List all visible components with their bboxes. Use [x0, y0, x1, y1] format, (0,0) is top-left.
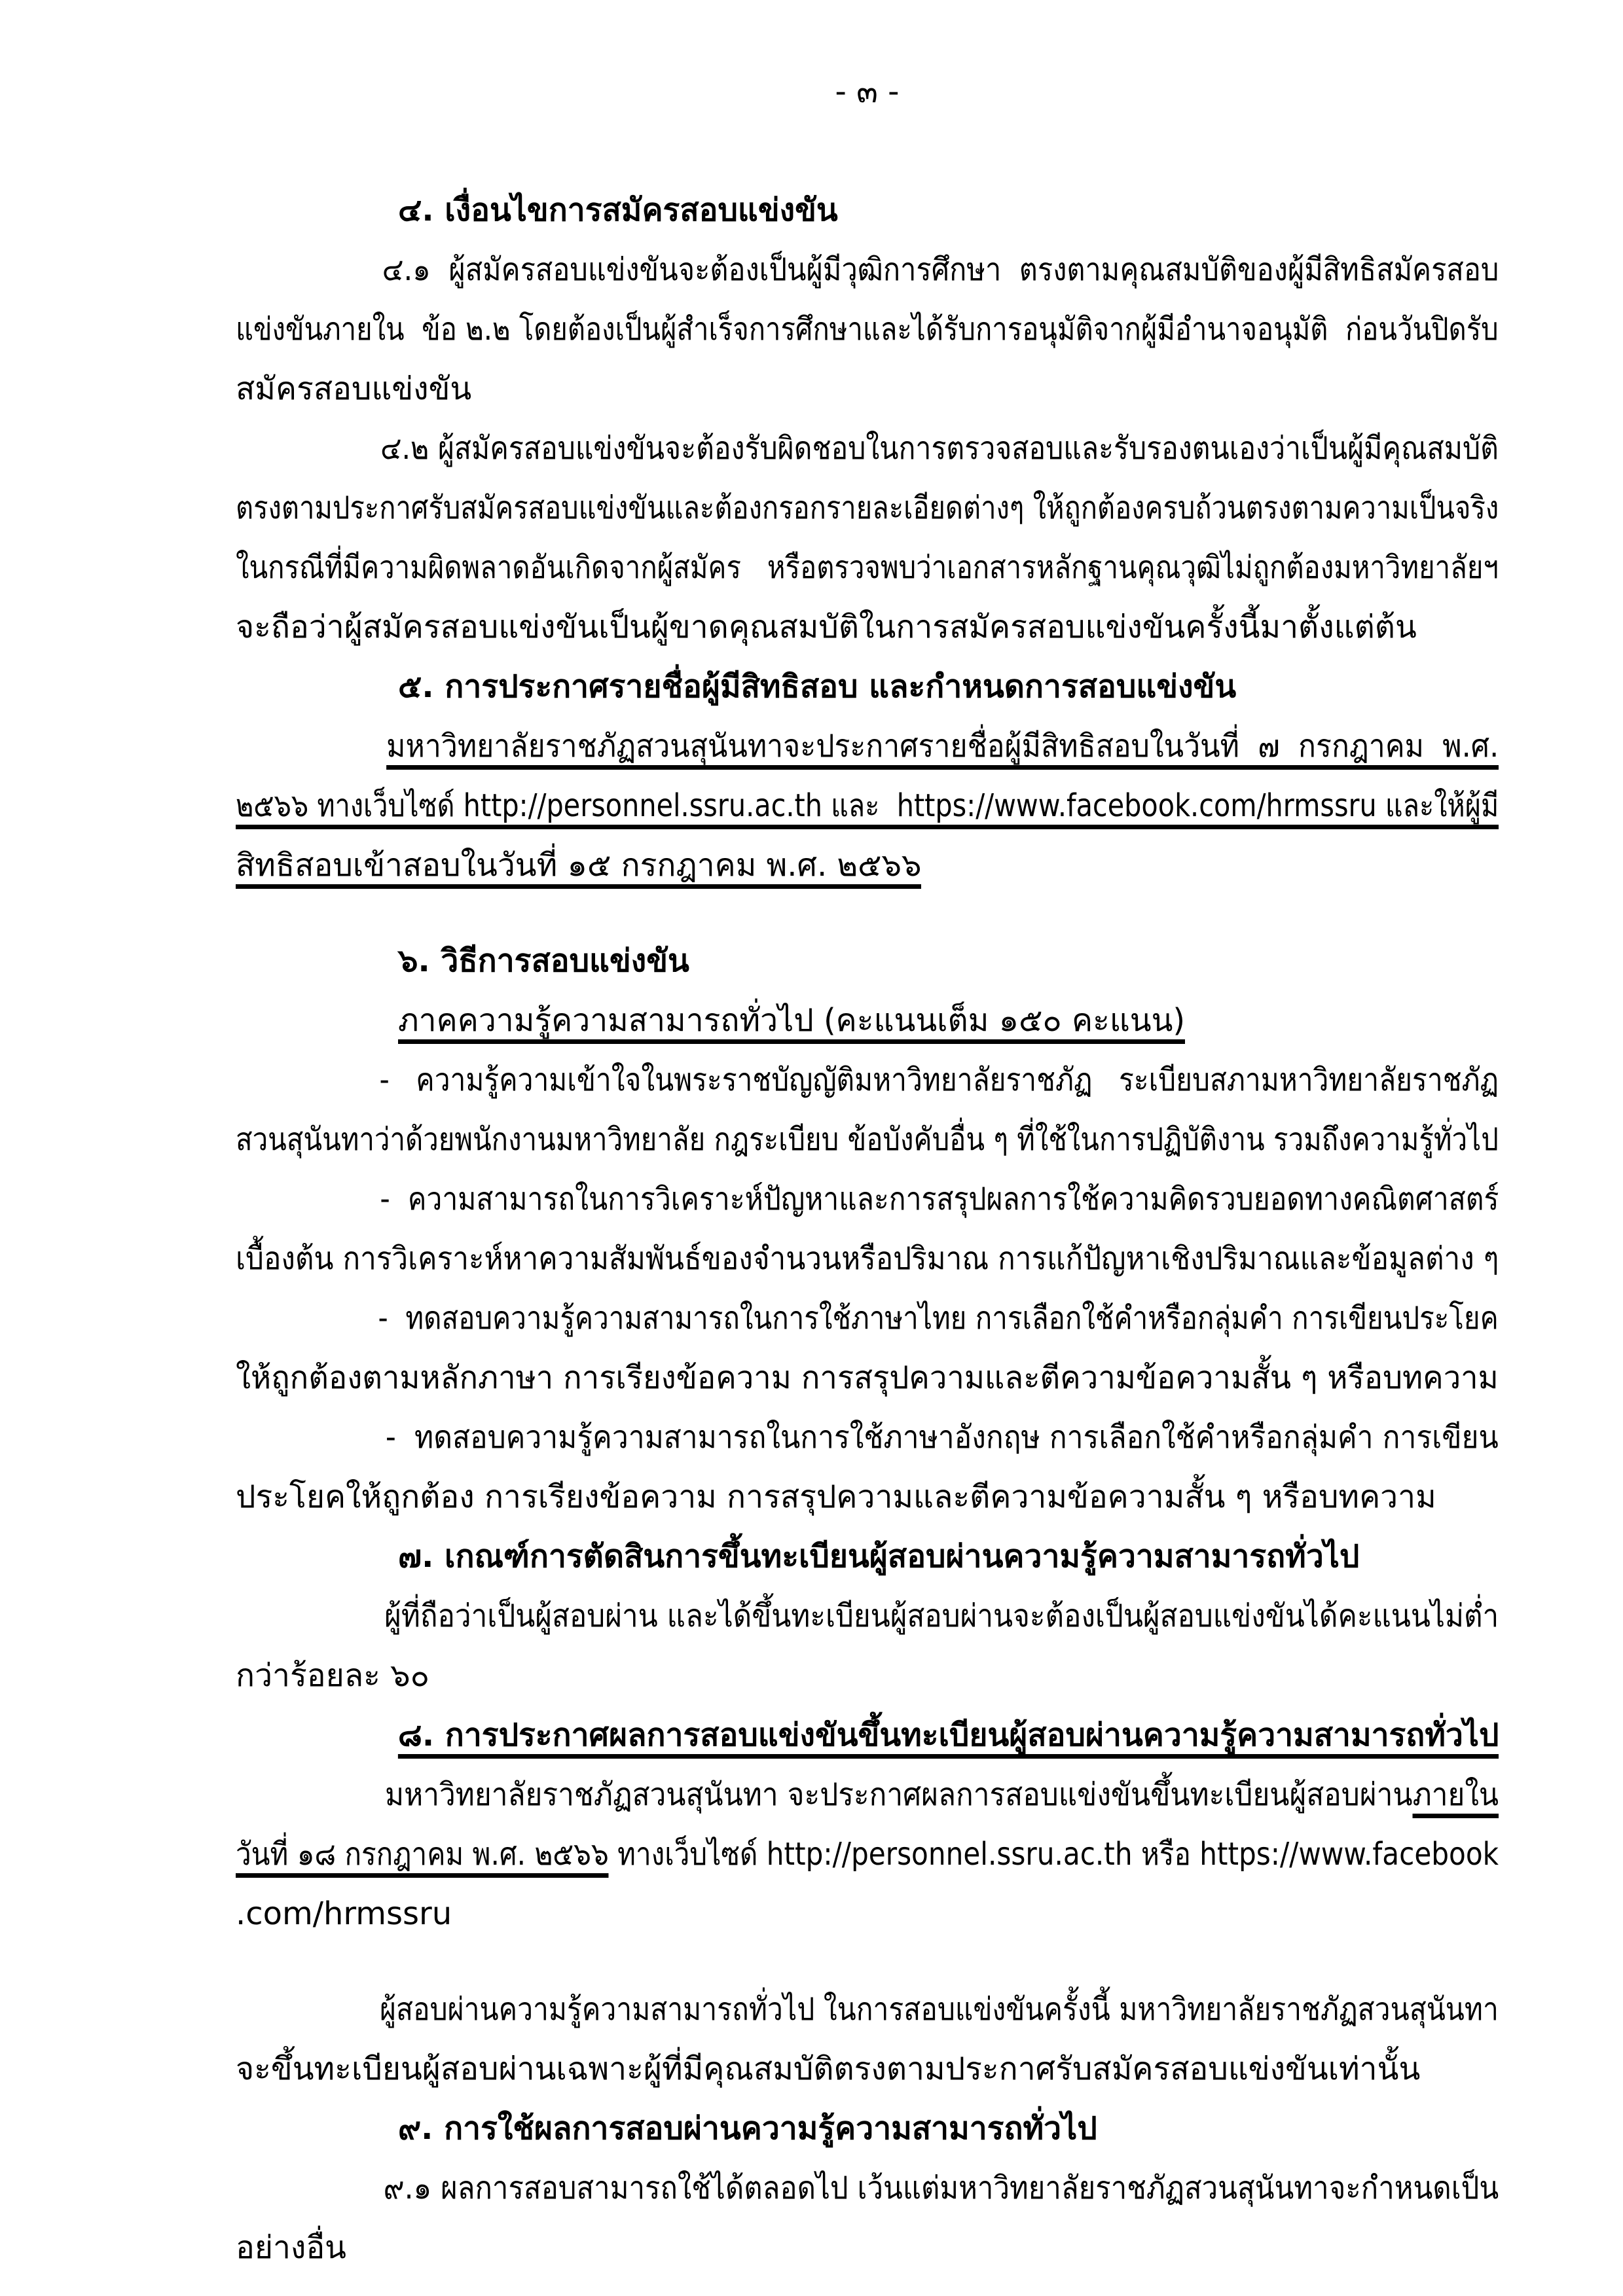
text-segment: ทางเว็บไซด์ http://personnel.ssru.ac.th หรือ https://www.facebook	[608, 1836, 1499, 1873]
page-number: - ๓ -	[835, 73, 900, 110]
text-segment-underlined: ภายใน	[1413, 1776, 1499, 1818]
section5-heading: ๕. การประกาศรายชื่อผู้มีสิทธิสอบ และกำหนดการสอบแข่งขัน	[398, 668, 1237, 705]
section6-heading: ๖. วิธีการสอบแข่งขัน	[398, 942, 689, 979]
bullet-line: - ความสามารถในการวิเคราะห์ปัญหาและการสรุปผลการใช้ความคิดรวบยอดทางคณิตศาสตร์	[380, 1181, 1499, 1217]
text-line: .com/hrmssru	[236, 1895, 452, 1932]
section4-heading: ๔. เงื่อนไขการสมัครสอบแข่งขัน	[398, 192, 838, 228]
bullet-line: - ทดสอบความรู้ความสามารถในการใช้ภาษาไทย การเลือกใช้คำหรือกลุ่มคำ การเขียนประโยค	[378, 1300, 1499, 1336]
general-knowledge-subheading	[236, 991, 1499, 1050]
text-line: ในกรณีที่มีความผิดพลาดอันเกิดจากผู้สมัคร หรือตรวจพบว่าเอกสารหลักฐานคุณวุฒิไม่ถูกต้องมหาวิทยาลัยฯ	[236, 549, 1499, 586]
text-line: เบื้องต้น การวิเคราะห์หาความสัมพันธ์ของจำนวนหรือปริมาณ การแก้ปัญหาเชิงปริมาณและข้อมูลต่าง ๆ	[236, 1240, 1499, 1277]
text-segment-underlined: วันที่ ๑๘ กรกฎาคม พ.ศ. ๒๕๖๖	[236, 1836, 609, 1878]
text-line: กว่าร้อยละ ๖๐	[236, 1657, 429, 1694]
text-line	[236, 836, 1499, 895]
text-line	[236, 1825, 1499, 1884]
text-segment-underlined: ๘. การประกาศผลการสอบแข่งขันขึ้นทะเบียนผู้สอบผ่านความรู้ความสามารถทั่วไป	[398, 1717, 1499, 1759]
text-line: แข่งขันภายใน ข้อ ๒.๒ โดยต้องเป็นผู้สำเร็จการศึกษาและได้รับการอนุมัติจากผู้มีอำนาจอนุมัติ ก่อนวันปิดรับ	[236, 311, 1499, 348]
text-line: ผู้สอบผ่านความรู้ความสามารถทั่วไป ในการสอบแข่งขันครั้งนี้ มหาวิทยาลัยราชภัฏสวนสุนันทา	[380, 1991, 1499, 2028]
section9-heading: ๙. การใช้ผลการสอบผ่านความรู้ความสามารถทั่วไป	[398, 2110, 1097, 2147]
section8-heading	[236, 1706, 1498, 1765]
text-segment-underlined: มหาวิทยาลัยราชภัฏสวนสุนันทาจะประกาศรายชื่อผู้มีสิทธิสอบในวันที่ ๗ กรกฎาคม พ.ศ.	[386, 728, 1499, 770]
text-line: ผู้ที่ถือว่าเป็นผู้สอบผ่าน และได้ขึ้นทะเบียนผู้สอบผ่านจะต้องเป็นผู้สอบแข่งขันได้คะแนนไม่ต่ำ	[384, 1598, 1499, 1634]
text-line: ๔.๑ ผู้สมัครสอบแข่งขันจะต้องเป็นผู้มีวุฒิการศึกษา ตรงตามคุณสมบัติของผู้มีสิทธิสมัครสอบ	[382, 251, 1499, 288]
text-segment-underlined: สิทธิสอบเข้าสอบในวันที่ ๑๕ กรกฎาคม พ.ศ. ๒๕๖๖	[236, 847, 921, 889]
text-segment-underlined: ๒๕๖๖ ทางเว็บไซด์ http://personnel.ssru.ac.th และ https://www.facebook.com/hrmssru และให้ผู้มี	[236, 787, 1499, 829]
text-line: สมัครสอบแข่งขัน	[236, 370, 472, 407]
text-line	[236, 1765, 1499, 1825]
text-line	[236, 717, 1499, 776]
text-line: จะถือว่าผู้สมัครสอบแข่งขันเป็นผู้ขาดคุณสมบัติในการสมัครสอบแข่งขันครั้งนี้มาตั้งแต่ต้น	[236, 609, 1417, 645]
text-line: ให้ถูกต้องตามหลักภาษา การเรียงข้อความ การสรุปความและตีความข้อความสั้น ๆ หรือบทความ	[236, 1359, 1499, 1396]
bullet-line: - ทดสอบความรู้ความสามารถในการใช้ภาษาอังกฤษ การเลือกใช้คำหรือกลุ่มคำ การเขียน	[385, 1419, 1499, 1456]
text-line: ตรงตามประกาศรับสมัครสอบแข่งขันและต้องกรอกรายละเอียดต่างๆ ให้ถูกต้องครบถ้วนตรงตามความเป็นจริง	[236, 490, 1499, 526]
text-line: ประโยคให้ถูกต้อง การเรียงข้อความ การสรุปความและตีความข้อความสั้น ๆ หรือบทความ	[236, 1479, 1436, 1515]
text-line: สวนสุนันทาว่าด้วยพนักงานมหาวิทยาลัย กฎระเบียบ ข้อบังคับอื่น ๆ ที่ใช้ในการปฏิบัติงาน รวมถึงความรู้ทั่วไป	[236, 1121, 1499, 1158]
text-line: ๔.๒ ผู้สมัครสอบแข่งขันจะต้องรับผิดชอบในการตรวจสอบและรับรองตนเองว่าเป็นผู้มีคุณสมบัติ	[380, 430, 1499, 467]
bullet-line: - ความรู้ความเข้าใจในพระราชบัญญัติมหาวิทยาลัยราชภัฏ ระเบียบสภามหาวิทยาลัยราชภัฏ	[379, 1062, 1499, 1098]
text-line: จะขึ้นทะเบียนผู้สอบผ่านเฉพาะผู้ที่มีคุณสมบัติตรงตามประกาศรับสมัครสอบแข่งขันเท่านั้น	[236, 2051, 1421, 2087]
text-line	[236, 776, 1499, 836]
text-line: อย่างอื่น	[236, 2229, 346, 2266]
text-line: ๙.๑ ผลการสอบสามารถใช้ได้ตลอดไป เว้นแต่มหาวิทยาลัยราชภัฏสวนสุนันทาจะกำหนดเป็น	[383, 2170, 1499, 2206]
section7-heading: ๗. เกณฑ์การตัดสินการขึ้นทะเบียนผู้สอบผ่านความรู้ความสามารถทั่วไป	[398, 1538, 1360, 1575]
text-segment-underlined: ภาคความรู้ความสามารถทั่วไป (คะแนนเต็ม ๑๕๐ คะแนน)	[398, 1002, 1185, 1044]
text-segment: มหาวิทยาลัยราชภัฏสวนสุนันทา จะประกาศผลการสอบแข่งขันขึ้นทะเบียนผู้สอบผ่าน	[385, 1776, 1413, 1813]
